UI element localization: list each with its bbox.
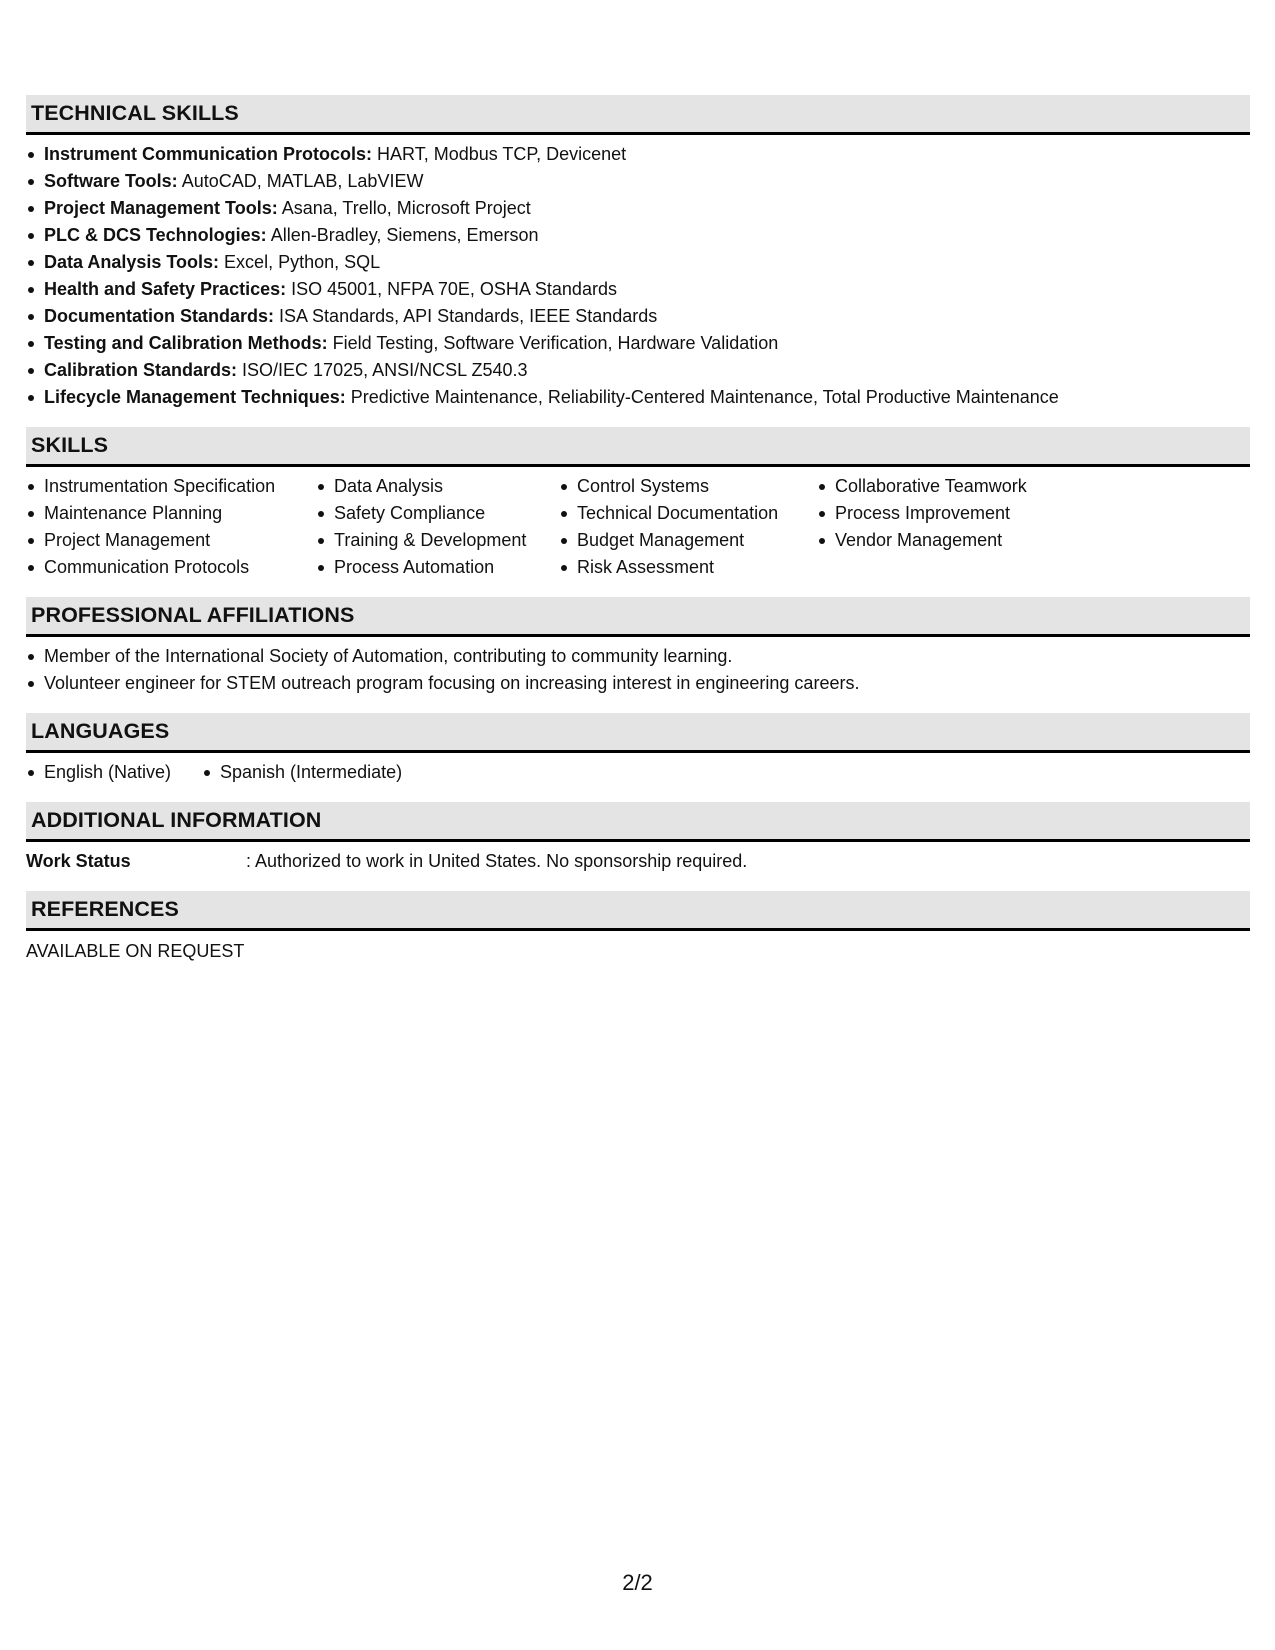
work-status-label: Work Status [26, 851, 131, 871]
technical-skills-section [26, 95, 1250, 411]
list-item: Spanish (Intermediate) [202, 759, 402, 786]
list-item: Data Analysis [316, 473, 559, 500]
section-header [26, 427, 1250, 467]
skills-columns [26, 473, 1250, 581]
list-item: Process Automation [316, 554, 559, 581]
list-item: Control Systems [559, 473, 817, 500]
section-header [26, 802, 1250, 842]
list-item: Communication Protocols [26, 554, 316, 581]
skill-category: Software Tools: [44, 171, 178, 191]
languages-section [26, 713, 1250, 786]
skill-values: Field Testing, Software Verification, Hardware Validation [327, 333, 779, 353]
skill-values: HART, Modbus TCP, Devicenet [372, 144, 627, 164]
work-status-value: : Authorized to work in United States. No sponsorship required. [246, 851, 748, 871]
skills-column-3 [559, 473, 817, 581]
section-header [26, 891, 1250, 931]
section-header [26, 713, 1250, 753]
skill-values: AutoCAD, MATLAB, LabVIEW [177, 171, 424, 191]
list-item: Budget Management [559, 527, 817, 554]
list-item: Volunteer engineer for STEM outreach program focusing on increasing interest in engineering careers. [26, 670, 1250, 697]
skill-category: Documentation Standards: [44, 306, 275, 326]
list-item [26, 249, 1250, 276]
skills-column-2 [316, 473, 559, 581]
list-item: Vendor Management [817, 527, 1117, 554]
skill-values: ISO 45001, NFPA 70E, OSHA Standards [286, 279, 617, 299]
section-header [26, 95, 1250, 135]
skill-category: Project Management Tools: [44, 198, 278, 218]
skill-category: PLC & DCS Technologies: [44, 225, 267, 245]
languages-column-2 [202, 759, 402, 786]
skills-heading: SKILLS [31, 433, 109, 457]
affiliations-heading: PROFESSIONAL AFFILIATIONS [31, 603, 355, 627]
languages-list [26, 759, 1250, 786]
additional-info-heading: ADDITIONAL INFORMATION [31, 808, 322, 832]
list-item: Instrumentation Specification [26, 473, 316, 500]
technical-skills-heading: TECHNICAL SKILLS [31, 101, 239, 125]
list-item [26, 168, 1250, 195]
list-item: Training & Development [316, 527, 559, 554]
list-item: Project Management [26, 527, 316, 554]
list-item: English (Native) [26, 759, 202, 786]
affiliations-list [26, 643, 1250, 697]
affiliations-section [26, 597, 1250, 697]
skill-values: Excel, Python, SQL [219, 252, 381, 272]
resume-page [26, 95, 1250, 981]
list-item [26, 303, 1250, 330]
skill-values: Predictive Maintenance, Reliability-Centered Maintenance, Total Productive Maintenance [345, 387, 1059, 407]
list-item: Safety Compliance [316, 500, 559, 527]
skills-column-4 [817, 473, 1117, 581]
list-item [26, 141, 1250, 168]
skills-column-1 [26, 473, 316, 581]
list-item [26, 357, 1250, 384]
languages-column-1 [26, 759, 202, 786]
references-section [26, 891, 1250, 965]
list-item [26, 195, 1250, 222]
list-item: Technical Documentation [559, 500, 817, 527]
list-item [26, 384, 1250, 411]
skill-values: ISO/IEC 17025, ANSI/NCSL Z540.3 [237, 360, 528, 380]
page-number: 2/2 [622, 1570, 653, 1595]
list-item: Risk Assessment [559, 554, 817, 581]
skill-category: Testing and Calibration Methods: [44, 333, 328, 353]
skill-values: Asana, Trello, Microsoft Project [277, 198, 531, 218]
list-item: Maintenance Planning [26, 500, 316, 527]
skill-values: Allen-Bradley, Siemens, Emerson [266, 225, 539, 245]
additional-info-section [26, 802, 1250, 875]
list-item [26, 330, 1250, 357]
references-text: AVAILABLE ON REQUEST [26, 941, 245, 961]
skill-category: Data Analysis Tools: [44, 252, 220, 272]
skills-section [26, 427, 1250, 581]
skill-category: Calibration Standards: [44, 360, 238, 380]
section-header [26, 597, 1250, 637]
references-heading: REFERENCES [31, 897, 179, 921]
languages-heading: LANGUAGES [31, 719, 170, 743]
skill-category: Instrument Communication Protocols: [44, 144, 373, 164]
technical-skills-list [26, 141, 1250, 411]
list-item [26, 222, 1250, 249]
work-status-row [26, 848, 1250, 875]
list-item: Process Improvement [817, 500, 1117, 527]
list-item: Member of the International Society of Automation, contributing to community learning. [26, 643, 1250, 670]
skill-category: Health and Safety Practices: [44, 279, 287, 299]
list-item [26, 276, 1250, 303]
skill-category: Lifecycle Management Techniques: [44, 387, 346, 407]
list-item: Collaborative Teamwork [817, 473, 1117, 500]
skill-values: ISA Standards, API Standards, IEEE Standards [274, 306, 658, 326]
